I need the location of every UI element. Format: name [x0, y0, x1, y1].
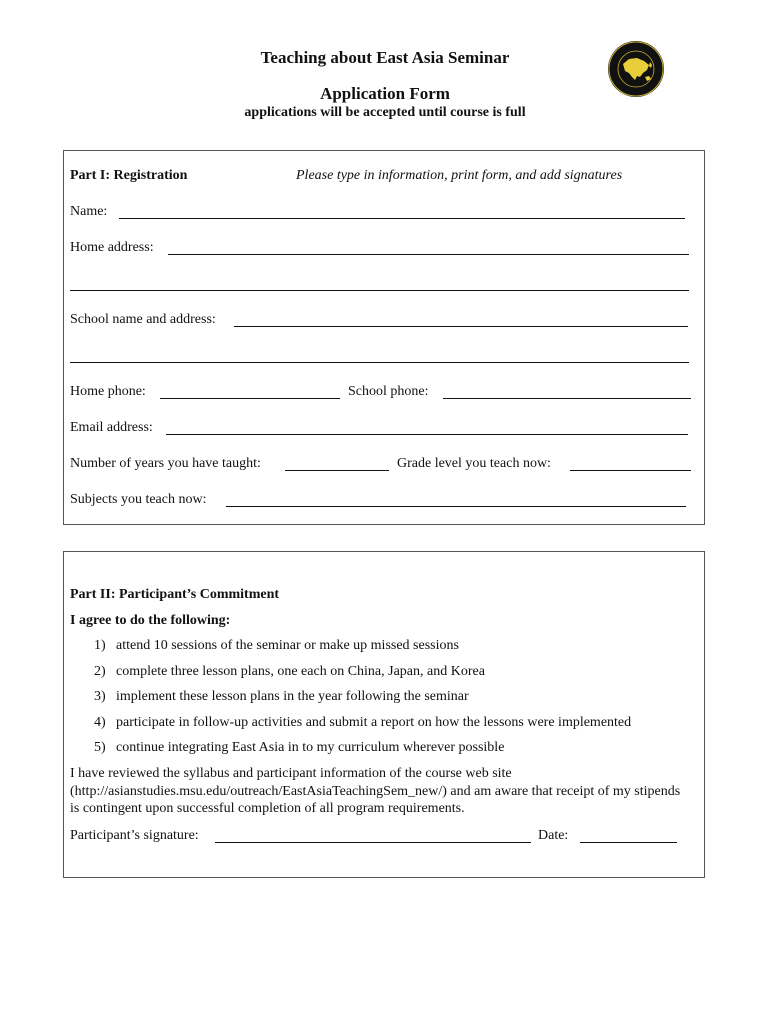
home-address-field-line2[interactable] — [70, 290, 689, 291]
school-name-address-field-line2[interactable] — [70, 362, 689, 363]
name-field[interactable] — [119, 218, 685, 219]
school-phone-field[interactable] — [443, 398, 691, 399]
email-label: Email address: — [70, 420, 153, 435]
list-item-number: 5) — [94, 740, 106, 755]
part1-heading: Part I: Registration — [70, 168, 188, 183]
list-item: participate in follow-up activities and submit a report on how the lessons were implemented — [116, 715, 632, 730]
school-phone-label: School phone: — [348, 384, 429, 399]
school-name-address-field[interactable] — [234, 326, 688, 327]
part2-heading: Part II: Participant’s Commitment — [70, 587, 280, 602]
home-phone-field[interactable] — [160, 398, 340, 399]
asia-map-seal-icon — [607, 40, 665, 98]
form-title: Teaching about East Asia Seminar — [260, 48, 510, 67]
form-subtitle: Application Form — [320, 84, 450, 103]
list-item: attend 10 sessions of the seminar or make up missed sessions — [116, 638, 459, 653]
signature-label: Participant’s signature: — [70, 828, 199, 843]
agree-heading: I agree to do the following: — [70, 613, 231, 628]
list-item-number: 1) — [94, 638, 106, 653]
list-item-number: 4) — [94, 715, 106, 730]
grade-level-field[interactable] — [570, 470, 691, 471]
date-field[interactable] — [580, 842, 677, 843]
commitment-statement: I have reviewed the syllabus and participant information of the course web site (http://asianstudies.msu.edu/outreach/EastAsiaTeachingSem_new/) and am aware that receipt of my stipends is contingent upon successful completion of all program requirements. — [70, 766, 681, 816]
home-address-label: Home address: — [70, 240, 154, 255]
grade-level-label: Grade level you teach now: — [397, 456, 551, 471]
commitment-section — [63, 551, 705, 878]
signature-field[interactable] — [215, 842, 531, 843]
years-taught-field[interactable] — [285, 470, 389, 471]
home-phone-label: Home phone: — [70, 384, 146, 399]
subjects-field[interactable] — [226, 506, 686, 507]
school-name-address-label: School name and address: — [70, 312, 216, 327]
home-address-field[interactable] — [168, 254, 689, 255]
form-note: applications will be accepted until course is full — [244, 105, 526, 120]
years-taught-label: Number of years you have taught: — [70, 456, 261, 471]
registration-section — [63, 150, 705, 525]
list-item: complete three lesson plans, one each on China, Japan, and Korea — [116, 664, 485, 679]
list-item: continue integrating East Asia in to my curriculum wherever possible — [116, 740, 505, 755]
email-field[interactable] — [166, 434, 688, 435]
subjects-label: Subjects you teach now: — [70, 492, 207, 507]
list-item-number: 2) — [94, 664, 106, 679]
name-label: Name: — [70, 204, 108, 219]
list-item: implement these lesson plans in the year following the seminar — [116, 689, 469, 704]
date-label: Date: — [538, 828, 569, 843]
part1-instruction: Please type in information, print form, and add signatures — [296, 168, 623, 183]
list-item-number: 3) — [94, 689, 106, 704]
